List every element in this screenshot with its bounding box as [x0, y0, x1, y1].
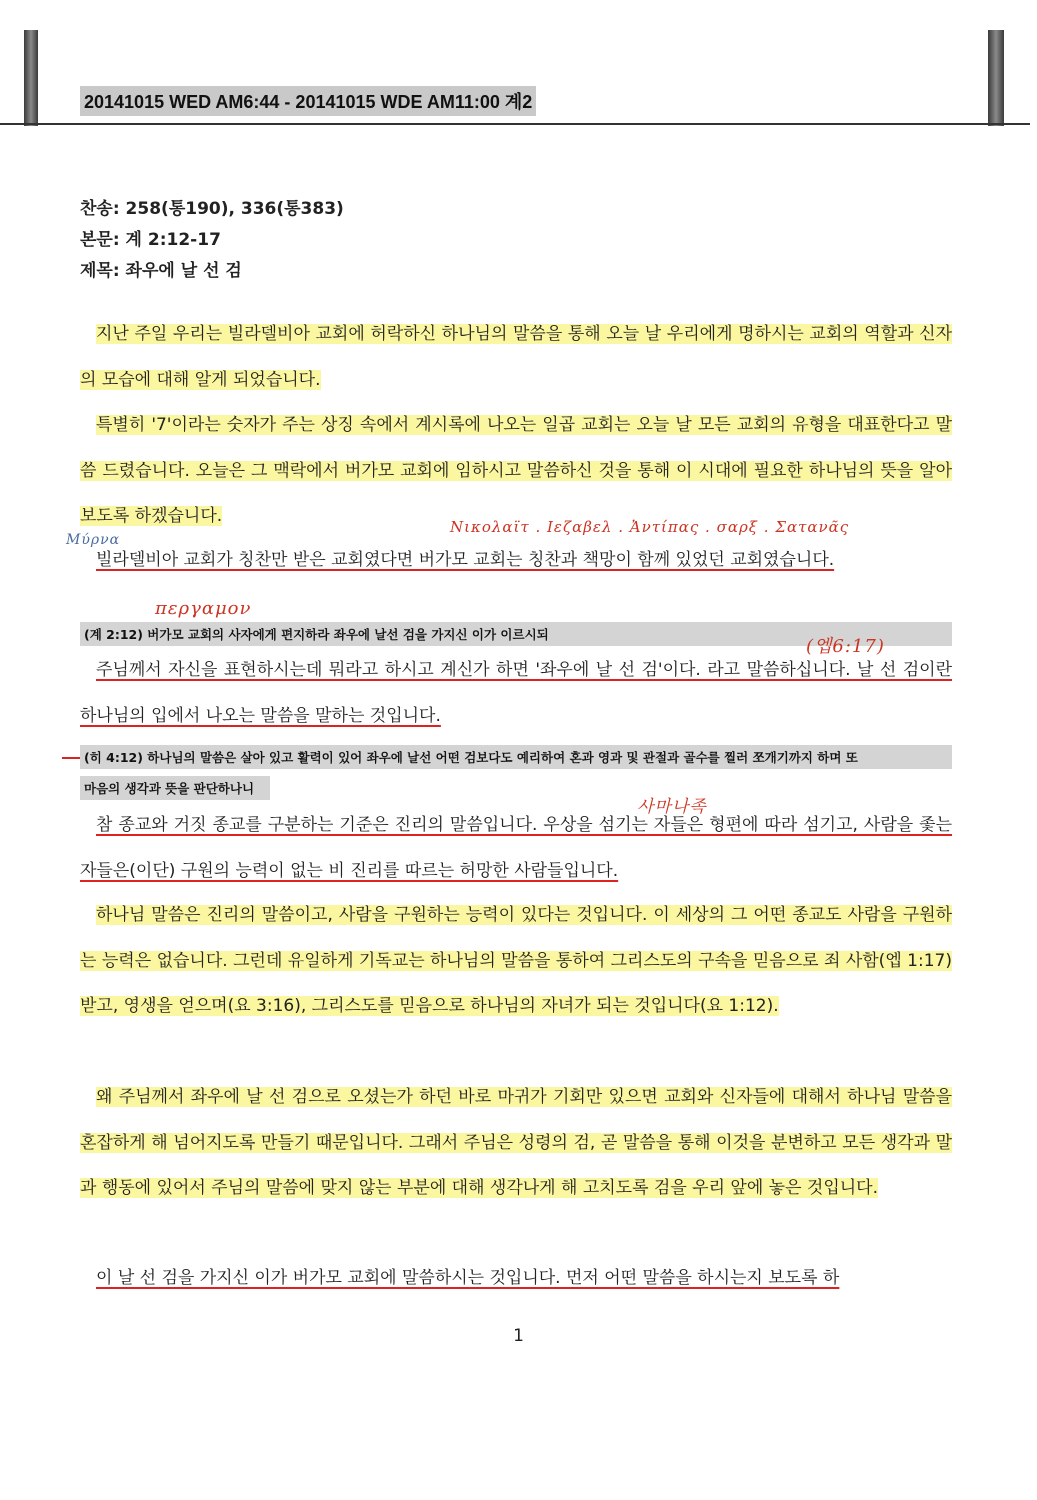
paragraph-7-text: 왜 주님께서 좌우에 날 선 검으로 오셨는가 하던 바로 마귀가 기회만 있으면 교회와 신자들에 대해서 하나님 말씀을 혼잡하게 해 넘어지도록 만들기 때문입니다. 그래서 주님은 성령의 검, 곧 말씀을 통해 이것을 분변하고 모든 생각과 말과 행동에 있어서 주님의 말씀에 맞지 않는 부분에 대해 생각나게 해 고치도록 검을 우리 앞에 놓은 것입니다. [80, 1087, 952, 1198]
scripture-quote-heb-cont: 마음의 생각과 뜻을 판단하나니 [80, 776, 270, 800]
handwritten-note-names: Nικολαϊτ . Ιεζαβελ . Ἀντίπας . σαρξ . Σατανᾶς [450, 518, 850, 536]
paragraph-7 [80, 1075, 952, 1212]
scripture-quote-rev: (계 2:12) 버가모 교회의 사자에게 편지하라 좌우에 날선 검을 가지신 이가 이르시되 [80, 622, 952, 646]
handwritten-note-eph: (엡6:17) [806, 636, 885, 657]
paragraph-3 [80, 538, 952, 584]
text-line: 본문: 계 2:12-17 [80, 230, 221, 250]
paragraph-2-text: 특별히 '7'이라는 숫자가 주는 상징 속에서 계시록에 나오는 일곱 교회는 오늘 날 모든 교회의 유형을 대표한다고 말씀 드렸습니다. 오늘은 그 맥락에서 버가모 교회에 임하시고 말씀하신 것을 통해 이 시대에 필요한 하나님의 뜻을 알아보도록 하겠습니다. [80, 415, 952, 526]
scripture-quote-heb: (히 4:12) 하나님의 말씀은 살아 있고 활력이 있어 좌우에 날선 어떤 검보다도 예리하여 혼과 영과 및 관절과 골수를 찔러 쪼개기까지 하며 또 [80, 745, 952, 769]
page-number: 1 [513, 1326, 524, 1346]
handwritten-note-pergamon: περγαμον [155, 598, 252, 619]
binder-mark-left [24, 30, 38, 126]
paragraph-5 [80, 803, 952, 894]
handwritten-note-samaritan: 사마나족 [637, 797, 707, 817]
paragraph-6 [80, 893, 952, 1030]
paragraph-3-text: 빌라델비아 교회가 칭찬만 받은 교회였다면 버가모 교회는 칭찬과 책망이 함께 있었던 교회였습니다. [96, 550, 835, 570]
paragraph-8-text: 이 날 선 검을 가지신 이가 버가모 교회에 말씀하시는 것입니다. 먼저 어떤 말씀을 하시는지 보도록 하 [96, 1268, 840, 1288]
binder-mark-right [988, 30, 1004, 126]
subject-line: 제목: 좌우에 날 선 검 [80, 261, 242, 281]
header-rule [0, 123, 1030, 125]
document-header: 20141015 WED AM6:44 - 20141015 WDE AM11:00 계2 [80, 86, 536, 116]
paragraph-5-text: 참 종교와 거짓 종교를 구분하는 기준은 진리의 말씀입니다. 우상을 섬기는 자들은 형편에 따라 섬기고, 사람을 좇는 자들은(이단) 구원의 능력이 없는 비 진리를 따르는 허망한 사람들입니다. [80, 815, 952, 881]
paragraph-4 [80, 648, 952, 739]
paragraph-8 [80, 1256, 952, 1302]
paragraph-1-text: 지난 주일 우리는 빌라델비아 교회에 허락하신 하나님의 말씀을 통해 오늘 날 우리에게 명하시는 교회의 역할과 신자의 모습에 대해 알게 되었습니다. [80, 324, 952, 390]
paragraph-6-text: 하나님 말씀은 진리의 말씀이고, 사람을 구원하는 능력이 있다는 것입니다. 이 세상의 그 어떤 종교도 사람을 구원하는 능력은 없습니다. 그런데 유일하게 기독교는 하나님의 말씀을 통하여 그리스도의 구속을 믿음으로 죄 사함(엡 1:17) 받고, 영생을 얻으며(요 3:16), 그리스도를 믿음으로 하나님의 자녀가 되는 것입니다(요 1:12). [80, 905, 952, 1016]
margin-dash-mark [62, 757, 80, 759]
paragraph-4-text: 주님께서 자신을 표현하시는데 뭐라고 하시고 계신가 하면 '좌우에 날 선 검'이다. 라고 말씀하십니다. 날 선 검이란 하나님의 입에서 나오는 말씀을 말하는 것입니다. [80, 660, 952, 726]
handwritten-note-smyrna: Μύρνα [66, 532, 121, 548]
hymn-line: 찬송: 258(통190), 336(통383) [80, 199, 344, 219]
paragraph-1 [80, 312, 952, 403]
